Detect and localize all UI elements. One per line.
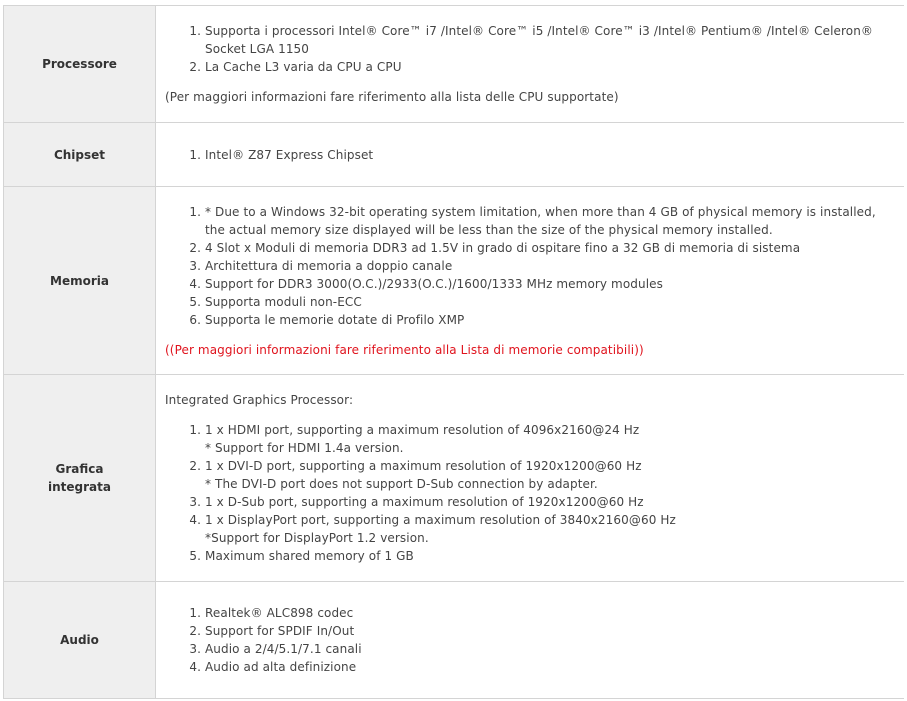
row-label: Memoria — [4, 187, 156, 375]
row-label: Grafica integrata — [4, 375, 156, 582]
list-item: 4. Audio ad alta definizione — [205, 658, 894, 676]
list-item: 2. 4 Slot x Moduli di memoria DDR3 ad 1.5V in grado di ospitare fino a 32 GB di memoria di sistema — [205, 239, 894, 257]
spec-list — [165, 22, 894, 76]
list-item: 5. Maximum shared memory of 1 GB — [205, 547, 894, 565]
item-text: 1 x DisplayPort port, supporting a maximum resolution of 3840x2160@60 Hz — [205, 513, 676, 527]
list-item: 4. Support for DDR3 3000(O.C.)/2933(O.C.)/1600/1333 MHz memory modules — [205, 275, 894, 293]
spec-list — [165, 604, 894, 676]
list-item: 1. Supporta i processori Intel® Core™ i7 /Intel® Core™ i5 /Intel® Core™ i3 /Intel® Pentium® /Intel® Celeron® Socket LGA 1150 — [205, 22, 894, 58]
list-item: 5. Supporta moduli non-ECC — [205, 293, 894, 311]
row-label: Chipset — [4, 123, 156, 187]
graphics-intro: Integrated Graphics Processor: — [165, 393, 354, 407]
list-item: 3. Architettura di memoria a doppio canale — [205, 257, 894, 275]
list-item — [205, 457, 894, 493]
item-text: 1 x DVI-D port, supporting a maximum resolution of 1920x1200@60 Hz — [205, 459, 642, 473]
row-label: Audio — [4, 582, 156, 699]
memory-compat-link[interactable]: ((Per maggiori informazioni fare riferimento alla Lista di memorie compatibili)) — [165, 342, 644, 357]
spec-row-grafica — [4, 375, 905, 582]
list-item: 1. Realtek® ALC898 codec — [205, 604, 894, 622]
spec-row-processore — [4, 6, 905, 123]
spec-row-memoria — [4, 187, 905, 375]
item-text: 1 x HDMI port, supporting a maximum resolution of 4096x2160@24 Hz — [205, 423, 640, 437]
spec-row-chipset — [4, 123, 905, 187]
list-item: 1. * Due to a Windows 32-bit operating system limitation, when more than 4 GB of physical memory is installed, the actual memory size displayed will be less than the size of the physical memory installed. — [205, 203, 894, 239]
list-item — [205, 421, 894, 457]
list-item: 2. Support for SPDIF In/Out — [205, 622, 894, 640]
spec-row-audio — [4, 582, 905, 699]
cpu-support-note[interactable]: (Per maggiori informazioni fare riferimento alla lista delle CPU supportate) — [165, 90, 619, 104]
row-label: Processore — [4, 6, 156, 123]
list-item: 2. La Cache L3 varia da CPU a CPU — [205, 58, 894, 76]
spec-list — [165, 203, 894, 329]
list-item: 1. Intel® Z87 Express Chipset — [205, 146, 894, 164]
list-item: 6. Supporta le memorie dotate di Profilo XMP — [205, 311, 894, 329]
item-subnote: * Support for HDMI 1.4a version. — [205, 441, 404, 455]
specs-table — [3, 5, 904, 699]
spec-list — [165, 146, 894, 164]
item-subnote: * The DVI-D port does not support D-Sub connection by adapter. — [205, 477, 598, 491]
item-subnote: *Support for DisplayPort 1.2 version. — [205, 531, 429, 545]
list-item — [205, 511, 894, 547]
list-item: 3. Audio a 2/4/5.1/7.1 canali — [205, 640, 894, 658]
spec-list — [165, 421, 894, 565]
list-item: 3. 1 x D-Sub port, supporting a maximum resolution of 1920x1200@60 Hz — [205, 493, 894, 511]
